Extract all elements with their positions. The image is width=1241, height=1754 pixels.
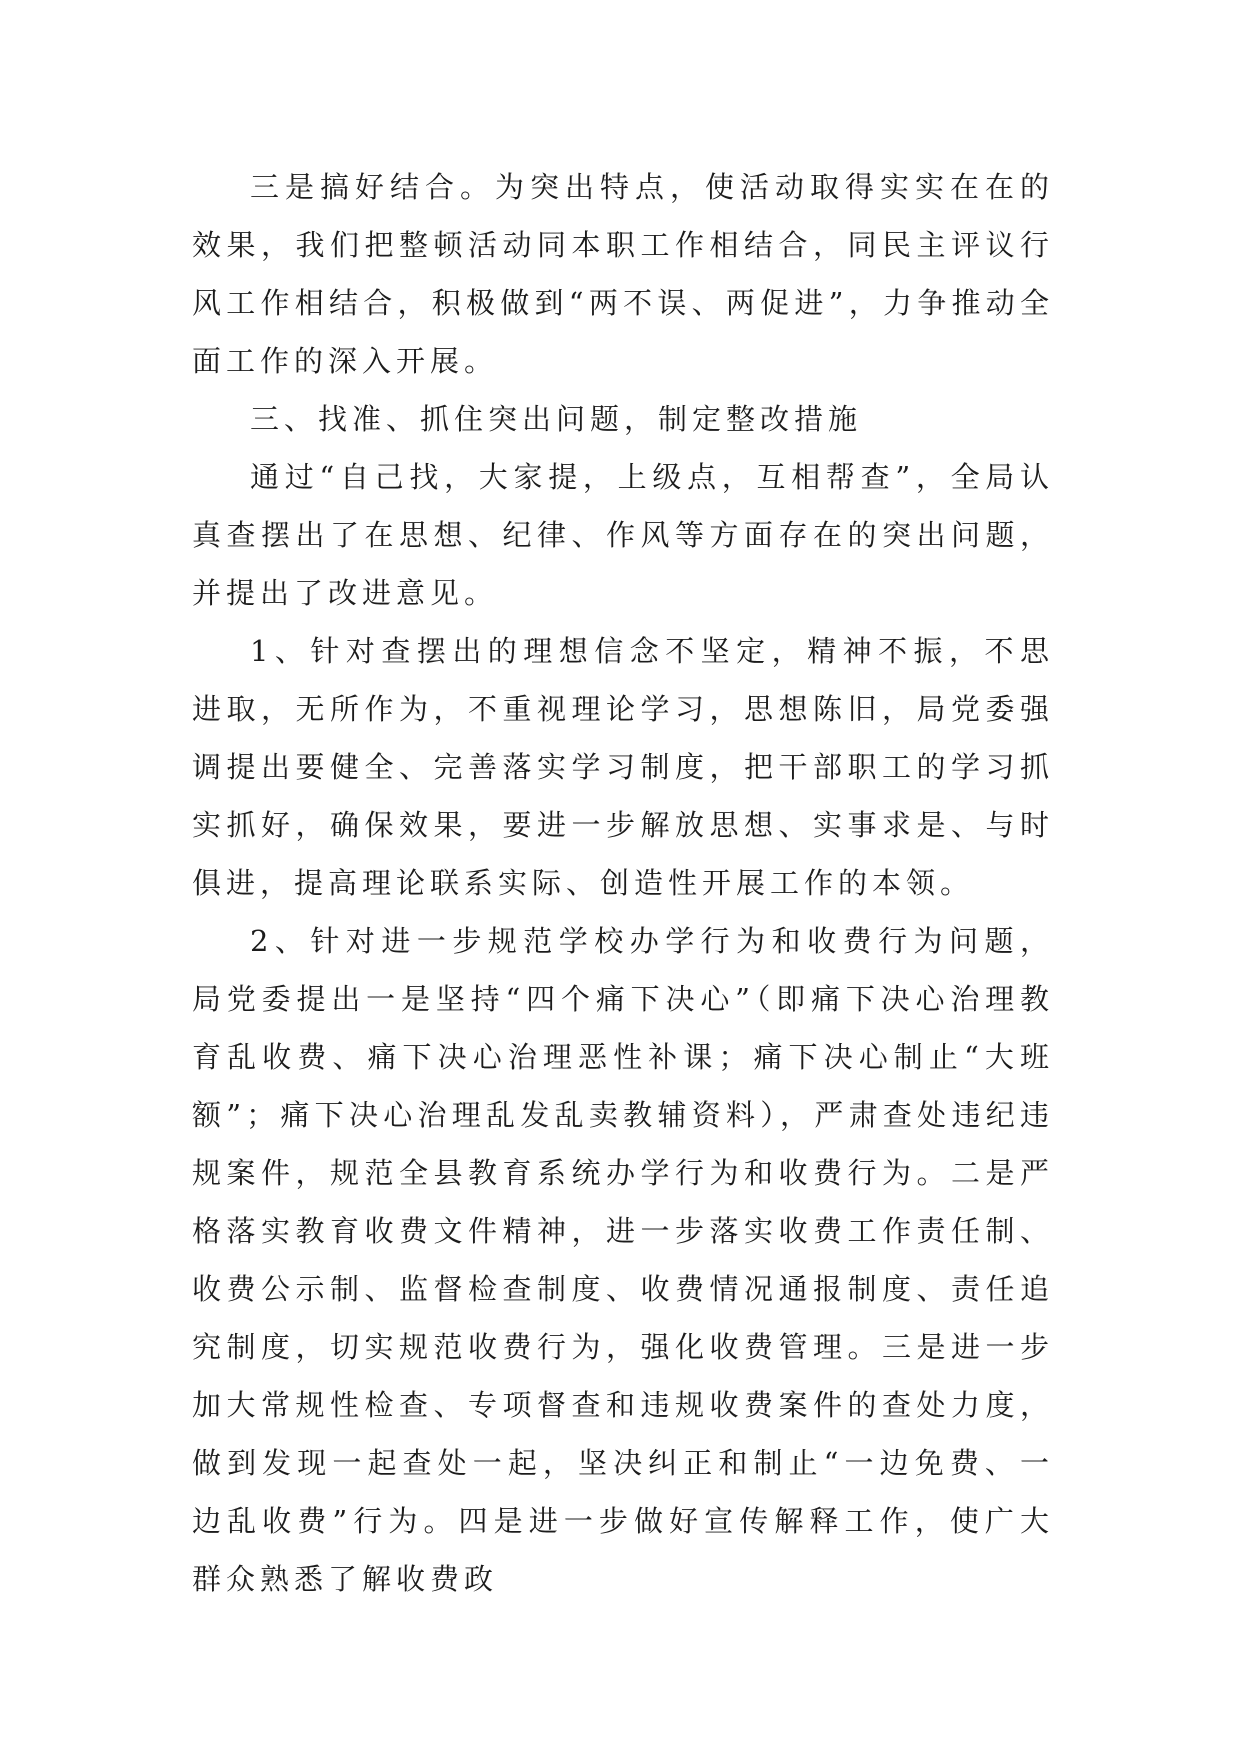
paragraph-find-problems: 通过“自己找，大家提，上级点，互相帮查”，全局认真查摆出了在思想、纪律、作风等方面存在的突出问题，并提出了改进意见。 (192, 460, 1054, 610)
paragraph-item-2: 2、针对进一步规范学校办学行为和收费行为问题，局党委提出一是坚持“四个痛下决心”（即痛下决心治理教育乱收费、痛下决心治理恶性补课；痛下决心制止“大班额”；痛下决心治理乱发乱卖教辅资料），严肃查处违纪违规案件，规范全县教育系统办学行为和收费行为。二是严格落实教育收费文件精神，进一步落实收费工作责任制、收费公示制、监督检查制度、收费情况通报制度、责任追究制度，切实规范收费行为，强化收费管理。三是进一步加大常规性检查、专项督查和违规收费案件的查处力度，做到发现一起查处一起，坚决纠正和制止“一边免费、一边乱收费”行为。四是进一步做好宣传解释工作，使广大群众熟悉了解收费政 (192, 924, 1054, 1596)
document-body (192, 158, 1054, 1608)
paragraph-item-1: 1、针对查摆出的理想信念不坚定，精神不振，不思进取，无所作为，不重视理论学习，思想陈旧，局党委强调提出要健全、完善落实学习制度，把干部职工的学习抓实抓好，确保效果，要进一步解放思想、实事求是、与时俱进，提高理论联系实际、创造性开展工作的本领。 (192, 634, 1054, 900)
section-heading-problems: 三、找准、抓住突出问题，制定整改措施 (250, 402, 863, 436)
paragraph-combine-work: 三是搞好结合。为突出特点，使活动取得实实在在的效果，我们把整顿活动同本职工作相结合，同民主评议行风工作相结合，积极做到“两不误、两促进”，力争推动全面工作的深入开展。 (192, 170, 1054, 378)
